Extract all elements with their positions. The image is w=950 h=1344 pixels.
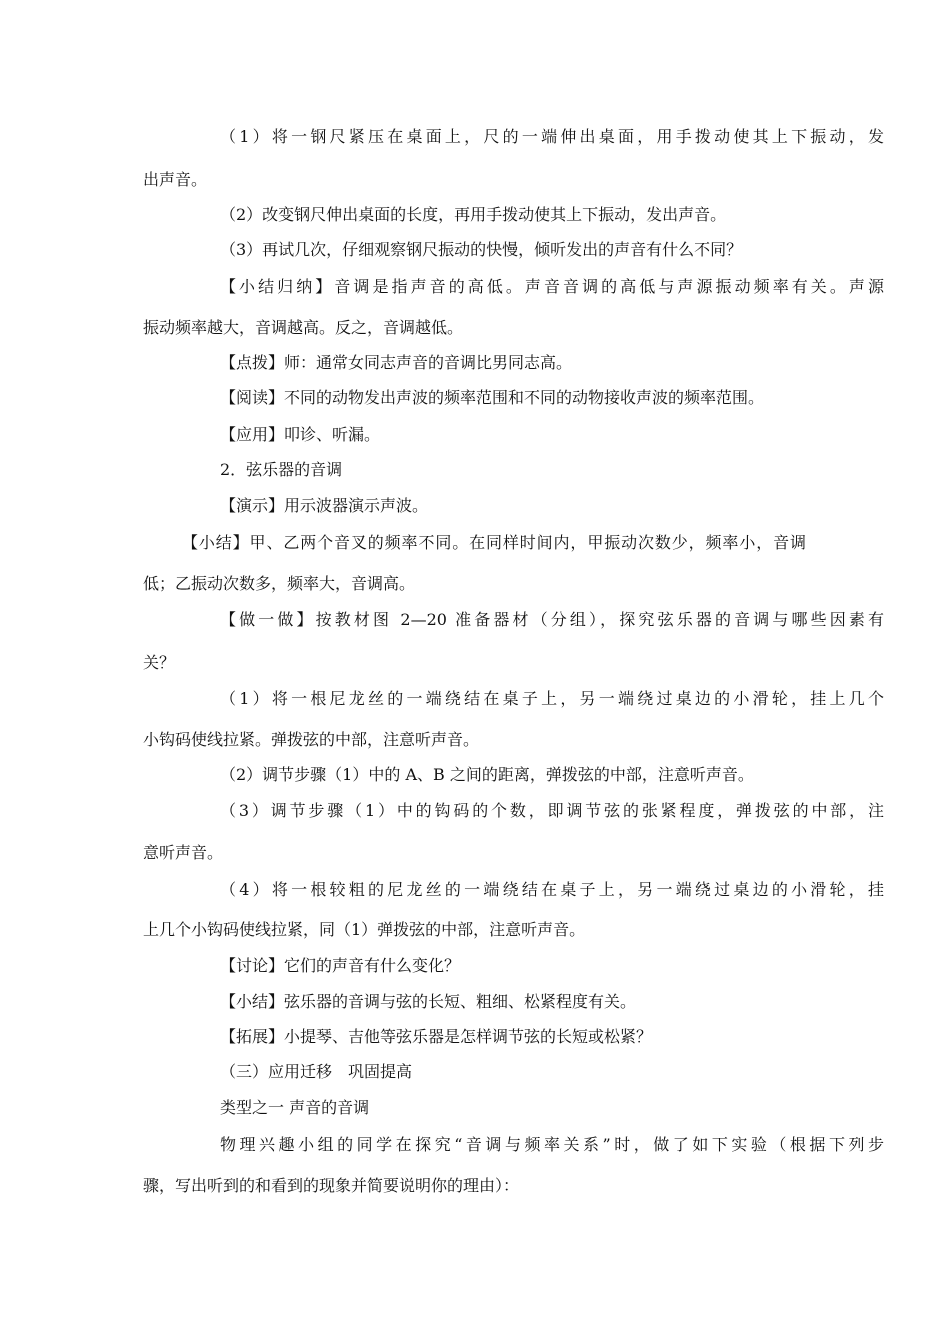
paragraph-2: （2）改变钢尺伸出桌面的长度，再用手拨动使其上下振动，发出声音。 — [220, 205, 727, 224]
reading-paragraph: 【阅读】不同的动物发出声波的频率范围和不同的动物接收声波的频率范围。 — [220, 388, 765, 407]
exercise-paragraph-line-2: 骤，写出听到的和看到的现象并简要说明你的理由）： — [143, 1176, 520, 1195]
discussion-paragraph: 【讨论】它们的声音有什么变化？ — [220, 956, 461, 975]
string-summary-paragraph: 【小结】弦乐器的音调与弦的长短、粗细、松紧程度有关。 — [220, 992, 637, 1011]
step-1-line-1: （1）将一根尼龙丝的一端绕结在桌子上，另一端绕过桌边的小滑轮，挂上几个 — [220, 689, 884, 708]
demo-paragraph: 【演示】用示波器演示声波。 — [220, 496, 429, 515]
type-heading: 类型之一 声音的音调 — [220, 1098, 370, 1117]
activity-paragraph-line-2: 关？ — [143, 653, 176, 672]
paragraph-3: （3）再试几次，仔细观察钢尺振动的快慢，倾听发出的声音有什么不同？ — [220, 240, 743, 259]
summary-paragraph-line-2: 振动频率越大，音调越高。反之，音调越低。 — [143, 318, 464, 337]
step-3-line-1: （3）调节步骤（1）中的钩码的个数，即调节弦的张紧程度，弹拨弦的中部，注 — [220, 801, 884, 820]
tip-paragraph: 【点拨】师：通常女同志声音的音调比男同志高。 — [220, 353, 573, 372]
summary-paragraph-line-1: 【小结归纳】音调是指声音的高低。声音音调的高低与声源振动频率有关。声源 — [220, 277, 884, 296]
step-4-line-1: （4）将一根较粗的尼龙丝的一端绕结在桌子上，另一端绕过桌边的小滑轮，挂 — [220, 880, 884, 899]
tuning-fork-summary-line-2: 低；乙振动次数多，频率大，音调高。 — [143, 574, 416, 593]
section-heading-application: （三）应用迁移 巩固提高 — [220, 1062, 413, 1081]
section-heading-string-instrument: 2．弦乐器的音调 — [220, 460, 343, 479]
step-3-line-2: 意听声音。 — [143, 843, 224, 862]
tuning-fork-summary-line-1: 【小结】甲、乙两个音叉的频率不同。在同样时间内，甲振动次数少，频率小，音调 — [182, 533, 806, 552]
step-2: （2）调节步骤（1）中的 A、B 之间的距离，弹拨弦的中部，注意听声音。 — [220, 765, 754, 784]
step-4-line-2: 上几个小钩码使线拉紧，同（1）弹拨弦的中部，注意听声音。 — [143, 920, 586, 939]
step-1-line-2: 小钩码使线拉紧。弹拨弦的中部，注意听声音。 — [143, 730, 480, 749]
activity-paragraph-line-1: 【做一做】按教材图 2—20 准备器材（分组），探究弦乐器的音调与哪些因素有 — [220, 610, 884, 629]
extension-paragraph: 【拓展】小提琴、吉他等弦乐器是怎样调节弦的长短或松紧？ — [220, 1027, 653, 1046]
application-paragraph: 【应用】叩诊、听漏。 — [220, 425, 381, 444]
paragraph-1-line-2: 出声音。 — [143, 170, 208, 189]
exercise-paragraph-line-1: 物理兴趣小组的同学在探究“音调与频率关系”时，做了如下实验（根据下列步 — [220, 1135, 884, 1154]
paragraph-1-line-1: （1）将一钢尺紧压在桌面上，尺的一端伸出桌面，用手拨动使其上下振动，发 — [220, 127, 884, 146]
